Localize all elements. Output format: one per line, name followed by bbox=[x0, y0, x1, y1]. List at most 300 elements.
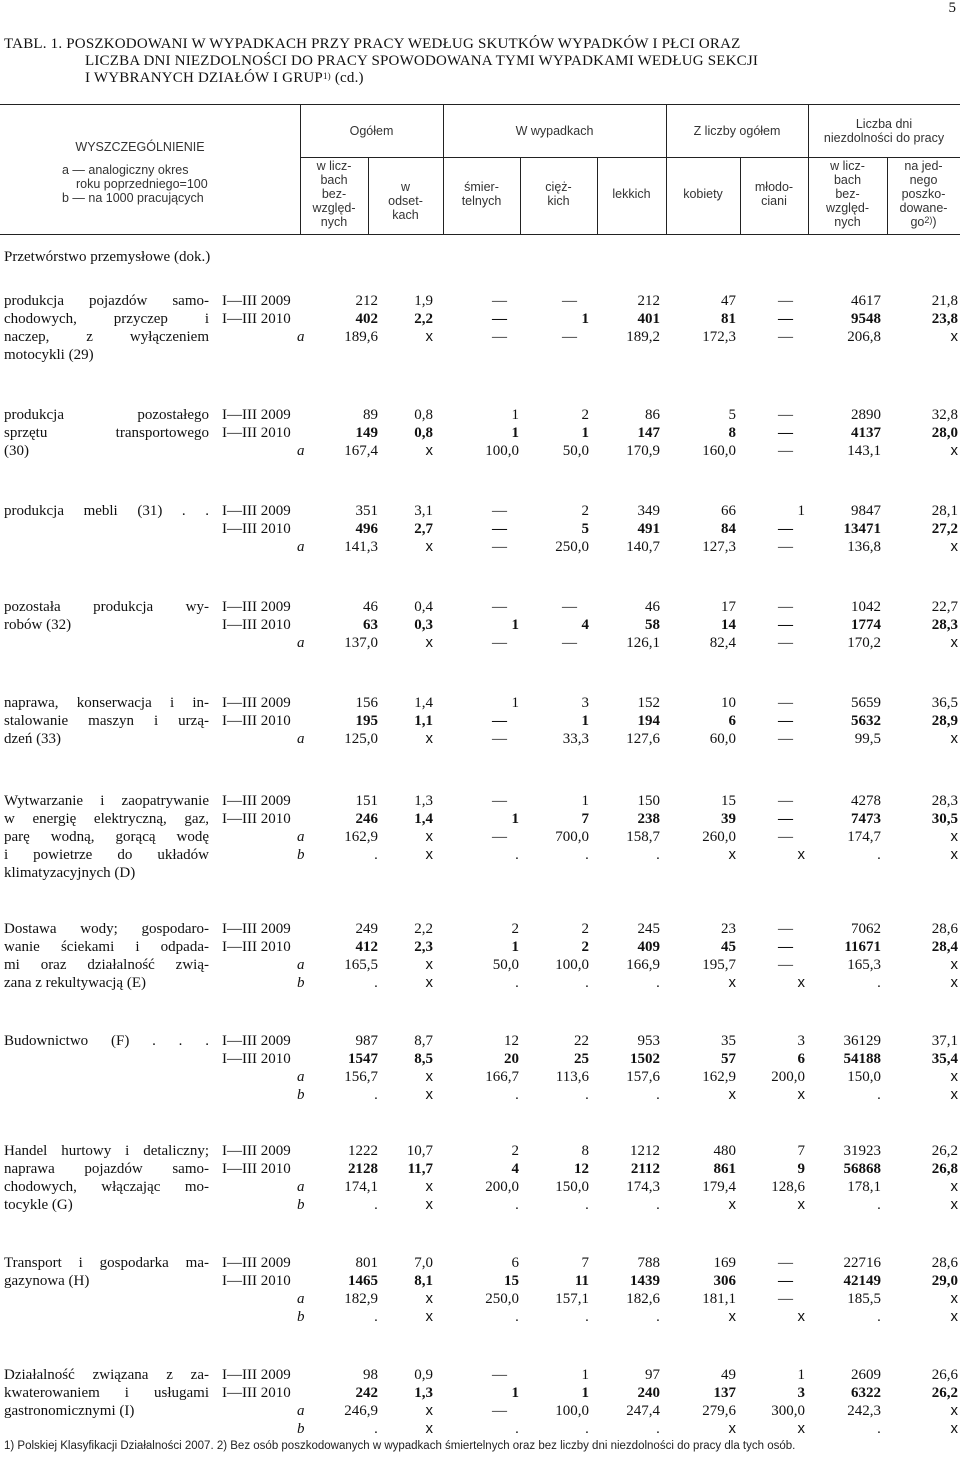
value-column bbox=[580, 920, 660, 992]
hdr-line-text: go bbox=[910, 215, 925, 229]
table-cell: 97 bbox=[645, 1367, 660, 1383]
value-column bbox=[801, 292, 881, 346]
table-cell: 60,0 bbox=[709, 731, 736, 747]
table-cell: . bbox=[876, 1308, 881, 1325]
table-cell: 1212 bbox=[630, 1143, 660, 1159]
value-column bbox=[353, 292, 433, 346]
table-cell: — bbox=[492, 1367, 507, 1383]
table-cell: 150,0 bbox=[555, 1179, 589, 1195]
table-cell: 54188 bbox=[843, 1051, 881, 1067]
table-cell: 32,8 bbox=[931, 407, 958, 423]
table-cell: . bbox=[373, 1086, 378, 1103]
row-label bbox=[4, 598, 209, 634]
value-column bbox=[439, 694, 519, 748]
value-column bbox=[878, 1366, 958, 1438]
row-label bbox=[4, 1142, 209, 1214]
legend-a-line-2: roku poprzedniego=100 bbox=[76, 177, 208, 191]
table-cell: . bbox=[514, 846, 519, 863]
table-cell: x bbox=[950, 730, 958, 747]
table-cell: 212 bbox=[355, 293, 378, 309]
table-cell: 0,4 bbox=[414, 599, 433, 615]
hdr-line: bach bbox=[833, 173, 862, 187]
hdr-line: bez- bbox=[835, 187, 860, 201]
table-cell: 136,8 bbox=[847, 539, 881, 555]
period-label: I—III 2010 bbox=[222, 1161, 291, 1177]
title-footnote-ref: 1) bbox=[322, 71, 331, 81]
table-cell: x bbox=[950, 1402, 958, 1419]
table-cell: 169 bbox=[713, 1255, 736, 1271]
header-spec-legend bbox=[4, 163, 294, 205]
table-cell: 1465 bbox=[348, 1273, 378, 1289]
table-cell: x bbox=[425, 730, 433, 747]
table-cell: 200,0 bbox=[771, 1069, 805, 1085]
value-column bbox=[439, 406, 519, 460]
table-cell: 1 bbox=[797, 503, 805, 519]
header-top-rule bbox=[0, 104, 960, 105]
table-cell: — bbox=[778, 539, 793, 555]
table-cell: — bbox=[778, 1291, 793, 1307]
table-cell: 147 bbox=[637, 425, 660, 441]
value-column bbox=[801, 598, 881, 652]
table-cell: — bbox=[778, 425, 793, 441]
value-column bbox=[725, 920, 805, 992]
table-cell: 182,9 bbox=[344, 1291, 378, 1307]
table-cell: 10 bbox=[721, 695, 736, 711]
value-column bbox=[725, 406, 805, 460]
period-label: I—III 2009 bbox=[222, 407, 291, 423]
table-cell: 143,1 bbox=[847, 443, 881, 459]
table-cell: 8 bbox=[728, 425, 736, 441]
table-cell: 242,3 bbox=[847, 1403, 881, 1419]
table-cell: 100,0 bbox=[555, 1403, 589, 1419]
value-column bbox=[580, 1254, 660, 1326]
table-cell: 23,8 bbox=[931, 311, 958, 327]
row-label-line: naprawa, konserwacja i in- bbox=[4, 695, 209, 711]
table-cell: x bbox=[728, 1308, 736, 1325]
period-labels bbox=[222, 1142, 305, 1214]
footnote: 1) Polskiej Klasyfikacji Działalności 2007. 2) Bez osób poszkodowanych w wypadkach śmiertelnych oraz bez liczby dni niezdolności do pracy dla tych osób. bbox=[4, 1440, 796, 1452]
value-column bbox=[656, 1254, 736, 1326]
row-label bbox=[4, 920, 209, 992]
table-cell: 246 bbox=[355, 811, 378, 827]
table-cell: 4617 bbox=[851, 293, 881, 309]
value-column bbox=[656, 1142, 736, 1214]
period-label: I—III 2009 bbox=[222, 503, 291, 519]
table-cell: 158,7 bbox=[626, 829, 660, 845]
value-column bbox=[656, 694, 736, 748]
table-cell: 128,6 bbox=[771, 1179, 805, 1195]
row-label-line: zana z rekultywacją (E) bbox=[4, 975, 146, 991]
table-cell: 160,0 bbox=[702, 443, 736, 459]
title-line-2: LICZBA DNI NIEZDOLNOŚCI DO PRACY SPOWODOWANA TYMI WYPADKAMI WEDŁUG SEKCJI bbox=[85, 53, 759, 69]
table-cell: 3 bbox=[797, 1385, 805, 1401]
period-label: b bbox=[297, 1087, 305, 1103]
table-cell: 28,6 bbox=[931, 1255, 958, 1271]
table-cell: 100,0 bbox=[485, 443, 519, 459]
row-label-line: wanie ściekami i odpada- bbox=[4, 939, 209, 955]
header-ogolem: Ogółem bbox=[349, 124, 394, 138]
table-cell: 7 bbox=[797, 1143, 805, 1159]
value-column bbox=[509, 1254, 589, 1326]
period-label: I—III 2009 bbox=[222, 1033, 291, 1049]
table-cell: x bbox=[950, 634, 958, 651]
table-cell: 50,0 bbox=[492, 957, 519, 973]
table-cell: x bbox=[950, 974, 958, 991]
header-col-mlodociani bbox=[740, 180, 808, 208]
hdr-line: śmier- bbox=[464, 180, 499, 194]
hdr-line: nego bbox=[909, 173, 938, 187]
table-cell: — bbox=[562, 599, 577, 615]
table-cell: 247,4 bbox=[626, 1403, 660, 1419]
table-cell: 3 bbox=[581, 695, 589, 711]
value-column bbox=[878, 694, 958, 748]
table-cell: 165,3 bbox=[847, 957, 881, 973]
table-cell: — bbox=[778, 829, 793, 845]
hdr-line-end: ) bbox=[932, 215, 937, 229]
value-column bbox=[580, 1366, 660, 1438]
table-cell: — bbox=[562, 635, 577, 651]
value-column bbox=[580, 502, 660, 556]
table-cell: x bbox=[425, 328, 433, 345]
table-cell: x bbox=[950, 956, 958, 973]
table-cell: 2 bbox=[581, 939, 589, 955]
period-label: b bbox=[297, 847, 305, 863]
table-cell: x bbox=[425, 1420, 433, 1437]
table-cell: 1222 bbox=[348, 1143, 378, 1159]
period-label: a bbox=[297, 1403, 305, 1419]
value-column bbox=[725, 1032, 805, 1104]
table-cell: x bbox=[425, 1086, 433, 1103]
value-column bbox=[878, 1254, 958, 1326]
table-cell: . bbox=[655, 1420, 660, 1437]
period-label: I—III 2010 bbox=[222, 617, 291, 633]
period-labels bbox=[222, 1254, 305, 1326]
value-column bbox=[580, 1142, 660, 1214]
table-cell: x bbox=[728, 846, 736, 863]
value-column bbox=[580, 1032, 660, 1104]
row-label bbox=[4, 792, 209, 882]
table-cell: — bbox=[492, 311, 507, 327]
table-cell: 1 bbox=[511, 695, 519, 711]
table-cell: — bbox=[492, 793, 507, 809]
table-cell: 402 bbox=[355, 311, 378, 327]
table-cell: — bbox=[778, 731, 793, 747]
table-cell: 2 bbox=[581, 921, 589, 937]
period-label: I—III 2009 bbox=[222, 1255, 291, 1271]
table-cell: — bbox=[562, 293, 577, 309]
hdr-line: telnych bbox=[461, 194, 502, 208]
table-cell: 1 bbox=[511, 1385, 519, 1401]
period-label: I—III 2010 bbox=[222, 811, 291, 827]
table-cell: 1 bbox=[581, 311, 589, 327]
table-cell: 194 bbox=[637, 713, 660, 729]
table-cell: — bbox=[778, 921, 793, 937]
table-cell: 185,5 bbox=[847, 1291, 881, 1307]
legend-a-line-1: a — analogiczny okres bbox=[62, 163, 189, 177]
table-cell: — bbox=[492, 329, 507, 345]
table-cell: 22,7 bbox=[931, 599, 958, 615]
hdr-line bbox=[887, 215, 960, 229]
table-cell: 6 bbox=[511, 1255, 519, 1271]
table-cell: 1774 bbox=[851, 617, 881, 633]
table-cell: 37,1 bbox=[931, 1033, 958, 1049]
period-label: a bbox=[297, 635, 305, 651]
hdr-line: w licz- bbox=[830, 159, 865, 173]
period-label: a bbox=[297, 829, 305, 845]
row-label bbox=[4, 1032, 209, 1050]
table-cell: 47 bbox=[721, 293, 736, 309]
period-label: I—III 2010 bbox=[222, 1273, 291, 1289]
period-label: I—III 2010 bbox=[222, 521, 291, 537]
header-bottom-rule bbox=[0, 234, 960, 235]
table-cell: — bbox=[492, 539, 507, 555]
table-cell: 28,3 bbox=[931, 793, 958, 809]
table-cell: 23 bbox=[721, 921, 736, 937]
value-column bbox=[509, 1142, 589, 1214]
period-labels bbox=[222, 502, 305, 556]
table-cell: 162,9 bbox=[702, 1069, 736, 1085]
table-cell: — bbox=[778, 811, 793, 827]
table-cell: x bbox=[425, 1290, 433, 1307]
table-cell: x bbox=[797, 846, 805, 863]
value-column bbox=[439, 1366, 519, 1438]
row-label bbox=[4, 694, 209, 748]
table-cell: 1 bbox=[581, 793, 589, 809]
row-label-line: pozostała produkcja wy- bbox=[4, 599, 209, 615]
period-labels bbox=[222, 792, 305, 864]
table-cell: . bbox=[655, 1308, 660, 1325]
table-cell: 174,7 bbox=[847, 829, 881, 845]
value-column bbox=[878, 406, 958, 460]
table-cell: 306 bbox=[713, 1273, 736, 1289]
table-title bbox=[4, 36, 954, 87]
row-label-line: chodowych, włączając mo- bbox=[4, 1179, 209, 1195]
table-cell: x bbox=[425, 1068, 433, 1085]
value-column bbox=[509, 292, 589, 346]
table-cell: 58 bbox=[645, 617, 660, 633]
table-cell: 157,6 bbox=[626, 1069, 660, 1085]
table-cell: 9548 bbox=[851, 311, 881, 327]
table-cell: — bbox=[778, 1255, 793, 1271]
table-cell: 1042 bbox=[851, 599, 881, 615]
value-column bbox=[656, 1366, 736, 1438]
table-cell: 7473 bbox=[851, 811, 881, 827]
header-liczba-dni bbox=[808, 117, 960, 145]
header-col-odsetki bbox=[368, 180, 443, 222]
table-cell: 1,9 bbox=[414, 293, 433, 309]
table-cell: — bbox=[492, 503, 507, 519]
header-z-liczby: Z liczby ogółem bbox=[693, 124, 781, 138]
value-column bbox=[656, 598, 736, 652]
table-cell: x bbox=[797, 1086, 805, 1103]
table-cell: . bbox=[876, 1196, 881, 1213]
value-column bbox=[725, 598, 805, 652]
table-cell: 1502 bbox=[630, 1051, 660, 1067]
row-label-line: robów (32) bbox=[4, 617, 72, 633]
table-cell: 66 bbox=[721, 503, 736, 519]
table-cell: — bbox=[492, 293, 507, 309]
header-spec: WYSZCZEGÓLNIENIE bbox=[75, 140, 205, 154]
table-cell: — bbox=[778, 311, 793, 327]
row-label-line: chodowych, przyczep i bbox=[4, 311, 209, 327]
period-label: I—III 2010 bbox=[222, 939, 291, 955]
period-labels bbox=[222, 598, 305, 652]
table-cell: 2,2 bbox=[414, 311, 433, 327]
table-cell: x bbox=[950, 328, 958, 345]
title-line-3-suffix: (cd.) bbox=[330, 70, 364, 86]
row-label-line: produkcja pojazdów samo- bbox=[4, 293, 209, 309]
table-cell: 56868 bbox=[843, 1161, 881, 1177]
footnote-ref: 2) bbox=[924, 215, 933, 225]
table-cell: . bbox=[655, 974, 660, 991]
value-column bbox=[801, 694, 881, 748]
row-label-line: (30) bbox=[4, 443, 29, 459]
table-cell: . bbox=[514, 1420, 519, 1437]
table-cell: 1439 bbox=[630, 1273, 660, 1289]
period-label: a bbox=[297, 539, 305, 555]
table-cell: 5 bbox=[728, 407, 736, 423]
table-cell: 150,0 bbox=[847, 1069, 881, 1085]
value-column bbox=[878, 1142, 958, 1214]
table-cell: 491 bbox=[637, 521, 660, 537]
value-column bbox=[439, 502, 519, 556]
title-line-3-text: I WYBRANYCH DZIAŁÓW I GRUP bbox=[85, 70, 323, 86]
table-cell: 8 bbox=[581, 1143, 589, 1159]
period-label: b bbox=[297, 1309, 305, 1325]
hdr-line: bez- bbox=[321, 187, 347, 201]
table-cell: 63 bbox=[363, 617, 378, 633]
table-cell: 1 bbox=[581, 713, 589, 729]
table-cell: 150 bbox=[637, 793, 660, 809]
table-cell: 0,8 bbox=[414, 425, 433, 441]
table-cell: 195,7 bbox=[702, 957, 736, 973]
table-cell: 127,3 bbox=[702, 539, 736, 555]
period-label: I—III 2009 bbox=[222, 1367, 291, 1383]
row-label-line: tocykle (G) bbox=[4, 1197, 73, 1213]
table-cell: 2,2 bbox=[414, 921, 433, 937]
row-label bbox=[4, 502, 209, 520]
table-cell: 1 bbox=[581, 425, 589, 441]
table-cell: 189,6 bbox=[344, 329, 378, 345]
table-cell: 2 bbox=[581, 503, 589, 519]
period-label: I—III 2010 bbox=[222, 1385, 291, 1401]
table-cell: — bbox=[492, 713, 507, 729]
table-cell: x bbox=[950, 1178, 958, 1195]
table-cell: — bbox=[778, 1273, 793, 1289]
table-cell: 1,4 bbox=[414, 811, 433, 827]
value-column bbox=[580, 406, 660, 460]
value-column bbox=[439, 920, 519, 992]
table-cell: x bbox=[797, 1420, 805, 1437]
table-cell: x bbox=[950, 828, 958, 845]
row-label-line: Działalność związana z za- bbox=[4, 1367, 209, 1383]
table-cell: 22716 bbox=[843, 1255, 881, 1271]
table-cell: 26,2 bbox=[931, 1143, 958, 1159]
table-cell: 156 bbox=[355, 695, 378, 711]
row-label-line: Transport i gospodarka ma- bbox=[4, 1255, 209, 1271]
table-cell: 7 bbox=[581, 811, 589, 827]
table-cell: 2,7 bbox=[414, 521, 433, 537]
header-liczba-dni-line-1: Liczba dni bbox=[855, 117, 913, 131]
row-label-line: Budownictwo (F) . . . bbox=[4, 1033, 209, 1049]
table-cell: x bbox=[728, 1196, 736, 1213]
period-label: I—III 2010 bbox=[222, 311, 291, 327]
table-cell: 401 bbox=[637, 311, 660, 327]
table-cell: 788 bbox=[637, 1255, 660, 1271]
table-cell: . bbox=[655, 846, 660, 863]
table-cell: 1547 bbox=[348, 1051, 378, 1067]
table-cell: 700,0 bbox=[555, 829, 589, 845]
table-cell: 2 bbox=[581, 407, 589, 423]
table-cell: 1 bbox=[511, 617, 519, 633]
hdr-line: kach bbox=[392, 208, 419, 222]
table-cell: 6 bbox=[797, 1051, 805, 1067]
table-cell: 31923 bbox=[843, 1143, 881, 1159]
row-label bbox=[4, 1366, 209, 1420]
table-cell: 250,0 bbox=[555, 539, 589, 555]
table-cell: . bbox=[373, 1308, 378, 1325]
value-column bbox=[439, 598, 519, 652]
table-cell: 89 bbox=[363, 407, 378, 423]
table-cell: 152 bbox=[637, 695, 660, 711]
value-column bbox=[801, 406, 881, 460]
table-cell: 1 bbox=[797, 1367, 805, 1383]
table-cell: 28,0 bbox=[931, 425, 958, 441]
value-column bbox=[509, 406, 589, 460]
value-column bbox=[509, 1032, 589, 1104]
table-cell: x bbox=[425, 442, 433, 459]
table-cell: x bbox=[728, 1420, 736, 1437]
table-cell: — bbox=[778, 443, 793, 459]
row-label-line: naprawa pojazdów samo- bbox=[4, 1161, 209, 1177]
value-column bbox=[725, 694, 805, 748]
table-cell: 2 bbox=[511, 921, 519, 937]
table-cell: x bbox=[950, 1308, 958, 1325]
row-label-line: mi oraz działalność zwią- bbox=[4, 957, 209, 973]
value-column bbox=[580, 694, 660, 748]
hdr-line: cięż- bbox=[545, 180, 572, 194]
hdr-line: w bbox=[400, 180, 411, 194]
table-cell: . bbox=[876, 974, 881, 991]
value-column bbox=[878, 792, 958, 864]
value-column bbox=[353, 1142, 433, 1214]
table-cell: x bbox=[425, 538, 433, 555]
table-cell: x bbox=[425, 974, 433, 991]
value-column bbox=[509, 1366, 589, 1438]
table-cell: 1 bbox=[511, 425, 519, 441]
table-cell: x bbox=[797, 974, 805, 991]
table-cell: 36,5 bbox=[931, 695, 958, 711]
table-cell: 11 bbox=[574, 1273, 589, 1289]
table-cell: 412 bbox=[355, 939, 378, 955]
table-cell: 15 bbox=[721, 793, 736, 809]
row-label-line: w energię elektryczną, gaz, bbox=[4, 811, 209, 827]
value-column bbox=[509, 502, 589, 556]
table-cell: x bbox=[425, 828, 433, 845]
table-cell: 157,1 bbox=[555, 1291, 589, 1307]
table-cell: 174,1 bbox=[344, 1179, 378, 1195]
period-label: a bbox=[297, 443, 305, 459]
table-cell: x bbox=[728, 974, 736, 991]
value-column bbox=[353, 694, 433, 748]
table-cell: — bbox=[778, 793, 793, 809]
table-cell: 2890 bbox=[851, 407, 881, 423]
table-cell: 170,2 bbox=[847, 635, 881, 651]
value-column bbox=[725, 502, 805, 556]
period-label: a bbox=[297, 1291, 305, 1307]
table-cell: 9 bbox=[797, 1161, 805, 1177]
table-cell: 801 bbox=[355, 1255, 378, 1271]
